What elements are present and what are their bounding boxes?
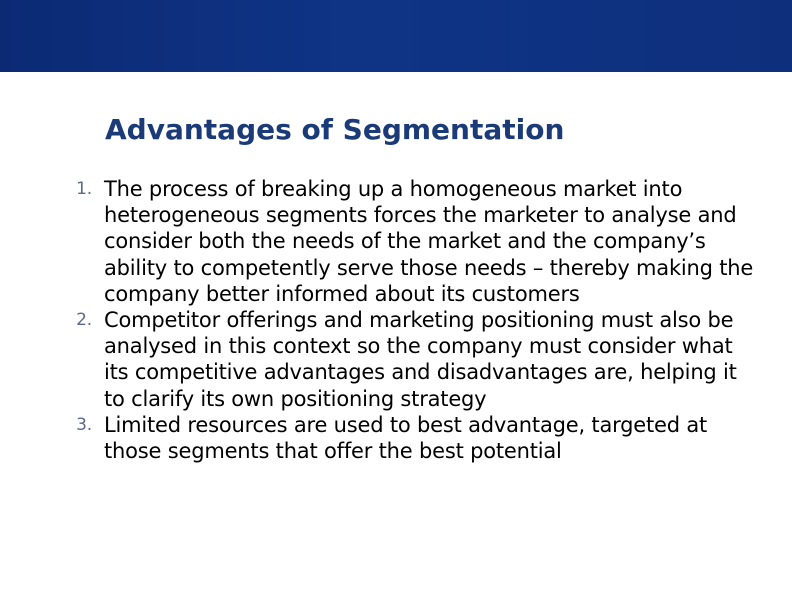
- list-item-text: Limited resources are used to best advantage, targeted at those segments that offer the best potential: [104, 412, 708, 464]
- advantages-list: [76, 176, 754, 464]
- list-item: [76, 307, 754, 412]
- list-item-number: 2.: [76, 310, 92, 331]
- list-item-text: Competitor offerings and marketing positioning must also be analysed in this context so the company must consider what its competitive advantages and disadvantages are, helping it to clarify its own positioning strategy: [104, 308, 737, 411]
- slide-title: Advantages of Segmentation: [105, 113, 565, 146]
- list-item-number: 3.: [76, 414, 92, 435]
- list-item-number: 1.: [76, 179, 92, 199]
- list-item-text: The process of breaking up a homogeneous market into heterogeneous segments forces the marketer to analyse and consider both the needs of the market and the company’s ability to competently serve those needs – thereby making the company better informed about its customers: [104, 177, 754, 306]
- list-item: [76, 412, 754, 464]
- header-banner: [0, 0, 792, 72]
- list-item: [76, 176, 754, 307]
